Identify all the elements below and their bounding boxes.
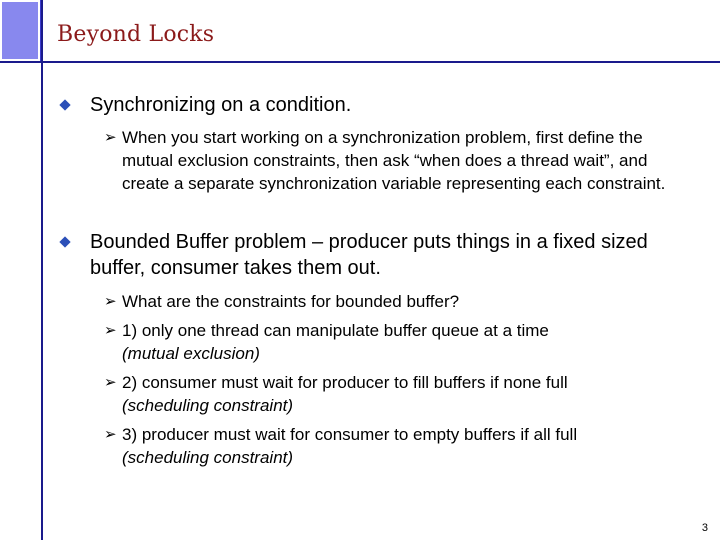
sub-bullet-main: 3) producer must wait for consumer to empty buffers if all full — [122, 425, 578, 444]
arrow-bullet-icon: ➢ — [104, 322, 117, 339]
sub-bullet-item — [104, 371, 684, 417]
sub-bullet-text: What are the constraints for bounded buffer? — [122, 292, 460, 311]
sub-bullet-item — [104, 126, 684, 195]
sub-bullet-item — [104, 290, 684, 313]
page-number: 3 — [701, 522, 708, 534]
sub-bullet-text — [122, 423, 684, 469]
sub-bullet-main: 2) consumer must wait for producer to fill buffers if none full — [122, 373, 568, 392]
sub-bullet-text — [122, 319, 684, 365]
sub-bullet-main: 1) only one thread can manipulate buffer queue at a time — [122, 321, 549, 340]
corner-decoration — [0, 0, 40, 61]
bullet-item — [61, 229, 671, 281]
frame-horizontal-line — [0, 61, 720, 63]
diamond-bullet-icon — [59, 236, 70, 247]
sub-bullet-text — [122, 371, 684, 417]
sub-bullet-text: When you start working on a synchronization problem, first define the mutual exclusion constraints, then ask “when does a thread wait”, and create a separate synchronization variable representing each constraint. — [122, 128, 666, 193]
arrow-bullet-icon: ➢ — [104, 426, 117, 443]
sub-bullet-note: (scheduling constraint) — [122, 448, 294, 467]
sub-bullet-note: (scheduling constraint) — [122, 396, 294, 415]
sub-bullet-item — [104, 423, 684, 469]
bullet-item — [61, 92, 671, 118]
bullet-text: Bounded Buffer problem – producer puts things in a fixed sized buffer, consumer takes them out. — [90, 231, 648, 279]
frame-vertical-line — [41, 0, 43, 540]
sub-bullet-note: (mutual exclusion) — [122, 344, 260, 363]
arrow-bullet-icon: ➢ — [104, 129, 117, 146]
arrow-bullet-icon: ➢ — [104, 374, 117, 391]
bullet-text: Synchronizing on a condition. — [90, 94, 352, 116]
sub-bullet-item — [104, 319, 684, 365]
arrow-bullet-icon: ➢ — [104, 293, 117, 310]
diamond-bullet-icon — [59, 99, 70, 110]
slide-title: Beyond Locks — [57, 22, 215, 47]
